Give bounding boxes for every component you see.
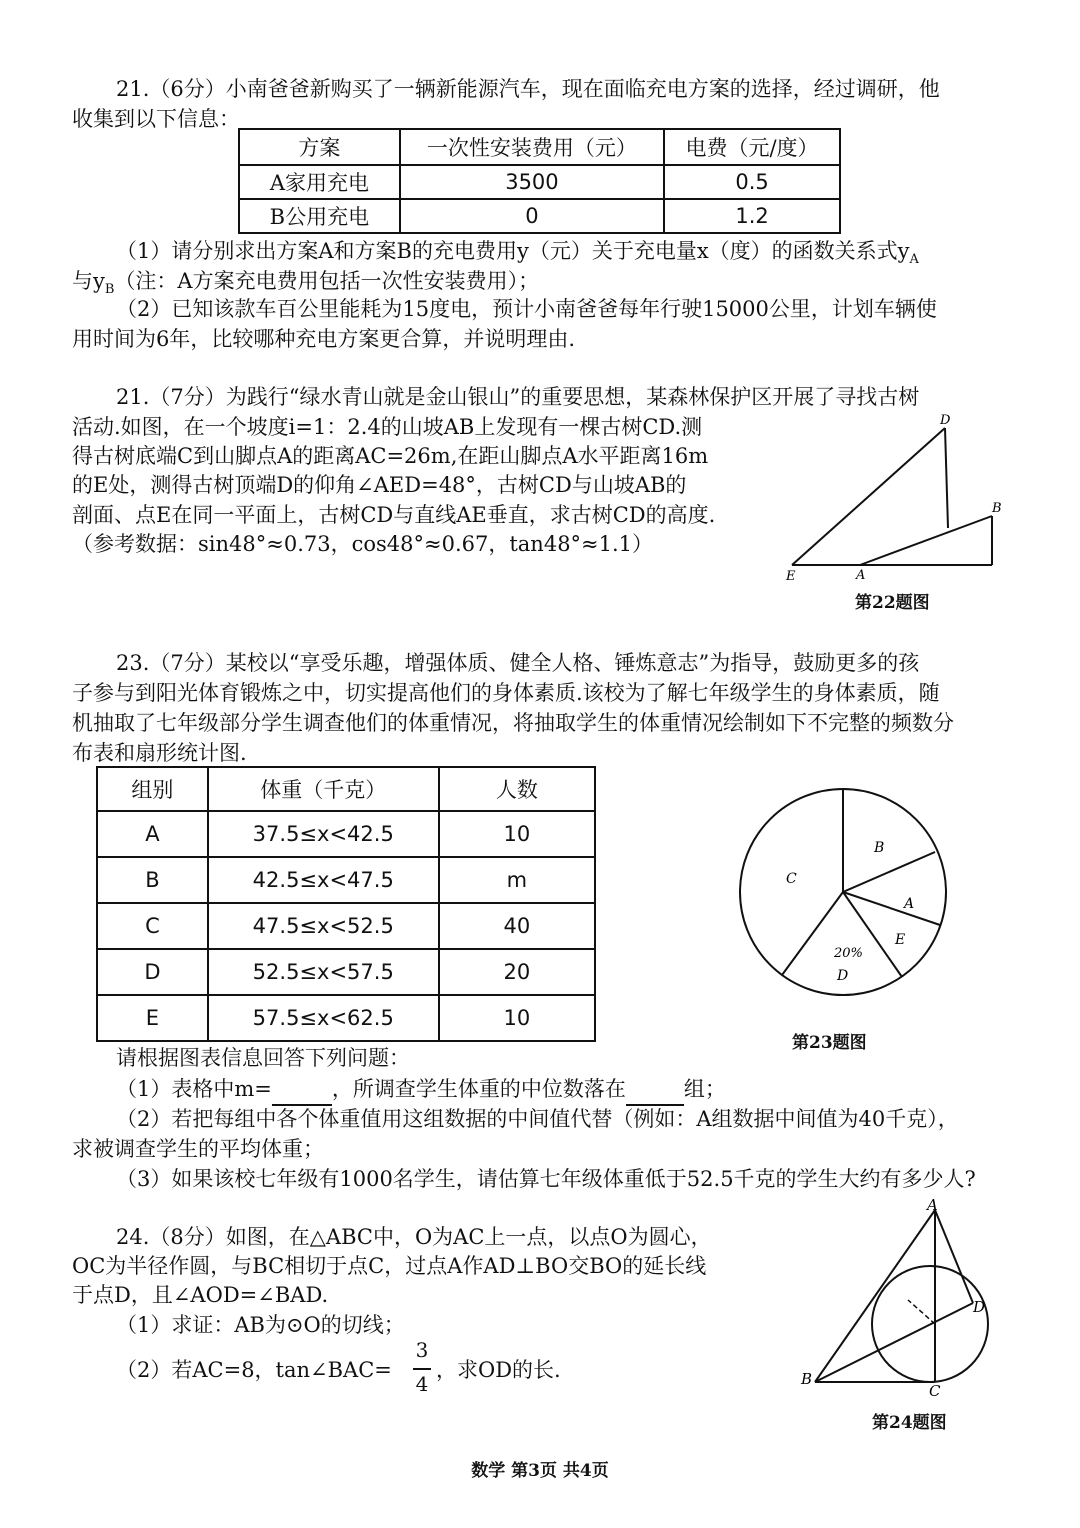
q24-sub1: （1）求证：AB为⊙O的切线；	[116, 1313, 405, 1337]
answer-blank-median	[626, 1074, 684, 1106]
pie-label-D: D	[837, 968, 849, 984]
pie-label-E: E	[895, 932, 906, 948]
table-cell: B公用充电	[239, 199, 400, 233]
tree-slope-figure	[780, 410, 1020, 580]
table-row	[239, 165, 840, 199]
q22-line4: 的E处，测得古树顶端D的仰角∠AED=48°，古树CD与山坡AB的	[72, 473, 687, 497]
label-B: B	[801, 1370, 813, 1388]
q24-line1: 24.（8分）如图，在△ABC中，O为AC上一点，以点O为圆心，	[116, 1225, 712, 1249]
q24-sub2-pre: （2）若AC=8，tan∠BAC=	[116, 1358, 392, 1382]
page-footer: 数学 第3页 共4页	[471, 1461, 609, 1481]
q21a-line2: 收集到以下信息：	[72, 107, 240, 131]
q23-line4: 布表和扇形统计图.	[72, 741, 247, 765]
table-cell: A	[97, 811, 208, 857]
table-cell: E	[97, 995, 208, 1041]
q23-sub1-post: 组；	[683, 1077, 726, 1101]
pie-divider-BA	[843, 852, 935, 892]
q23-sub2-line1: （2）若把每组中各个体重值用这组数据的中间值代替（例如：A组数据中间值为40千克），	[116, 1107, 959, 1131]
table-cell: 20	[439, 949, 595, 995]
q21a-sub2-line1: （2）已知该款车百公里能耗为15度电，预计小南爸爸每年行驶15000公里，计划车辆使	[116, 297, 937, 321]
q21a-sub1-post: （注：A方案充电费用包括一次性安装费用）；	[114, 269, 540, 293]
table-row	[97, 949, 595, 995]
fraction-bar	[413, 1368, 431, 1370]
pie-divider-ED	[843, 892, 902, 977]
q23-caption: 第23题图	[792, 1033, 867, 1053]
table-row	[239, 199, 840, 233]
line-AD	[935, 1210, 973, 1303]
table-cell: 37.5≤x<42.5	[208, 811, 439, 857]
table-row	[97, 811, 595, 857]
line-O-radius	[908, 1300, 935, 1324]
q24-line3: 于点D，且∠AOD=∠BAD.	[72, 1283, 329, 1307]
line-CD	[945, 428, 948, 528]
q21a-sub-b: B	[104, 282, 115, 298]
q23-line1: 23.（7分）某校以“享受乐趣，增强体质、健全人格、锤炼意志”为指导，鼓励更多的孩	[116, 651, 920, 675]
pie-divider-DC	[782, 892, 843, 975]
label-D: D	[940, 413, 951, 428]
q23-line3: 机抽取了七年级部分学生调查他们的体重情况，将抽取学生的体重情况绘制如下不完整的频数分	[72, 711, 954, 735]
q21a-sub-a: A	[909, 252, 919, 268]
table-cell: C	[97, 903, 208, 949]
answer-blank-m	[272, 1074, 332, 1106]
pie-label-D-pct: 20%	[834, 946, 863, 961]
label-C: C	[929, 1382, 941, 1398]
table-row	[97, 857, 595, 903]
table-cell: 40	[439, 903, 595, 949]
label-E: E	[786, 569, 796, 580]
line-ED	[792, 428, 945, 565]
label-B: B	[992, 501, 1002, 516]
table-cell: m	[439, 857, 595, 903]
q23-sub1	[116, 1074, 726, 1106]
table-row	[97, 903, 595, 949]
table-cell: 57.5≤x<62.5	[208, 995, 439, 1041]
label-A: A	[927, 1198, 938, 1214]
pie-label-B: B	[874, 840, 885, 856]
table-cell: 3500	[400, 165, 664, 199]
weight-header-group: 组别	[97, 767, 208, 811]
table-cell: 0.5	[664, 165, 840, 199]
q24-line2: OC为半径作圆，与BC相切于点C，过点A作AD⊥BO交BO的延长线	[72, 1254, 707, 1278]
label-D: D	[973, 1298, 986, 1316]
q21a-line1: 21.（6分）小南爸爸新购买了一辆新能源汽车，现在面临充电方案的选择，经过调研，他	[116, 77, 940, 101]
q23-line2: 子参与到阳光体育锻炼之中，切实提高他们的身体素质.该校为了解七年级学生的身体素质，随	[72, 681, 940, 705]
weight-table	[96, 766, 596, 1042]
table-cell: 10	[439, 811, 595, 857]
table-cell: 0	[400, 199, 664, 233]
q23-sub1-pre: （1）表格中m=	[116, 1077, 272, 1101]
line-AB	[860, 516, 992, 565]
table-cell: 47.5≤x<52.5	[208, 903, 439, 949]
q23-sub2-line2: 求被调查学生的平均体重；	[72, 1137, 324, 1161]
charging-header-install: 一次性安装费用（元）	[400, 129, 664, 165]
q22-caption: 第22题图	[855, 593, 930, 613]
q21a-sub2-line2: 用时间为6年，比较哪种充电方案更合算，并说明理由.	[72, 327, 576, 351]
pie-chart	[730, 782, 960, 1002]
q22-line2: 活动.如图，在一个坡度i=1：2.4的山坡AB上发现有一棵古树CD.测	[72, 415, 703, 439]
q22-line1: 21.（7分）为践行“绿水青山就是金山银山”的重要思想，某森林保护区开展了寻找古树	[116, 385, 920, 409]
q23-prompt: 请根据图表信息回答下列问题：	[116, 1046, 410, 1070]
pie-divider-AE	[843, 892, 940, 925]
table-cell: 10	[439, 995, 595, 1041]
table-cell: 42.5≤x<47.5	[208, 857, 439, 903]
q23-sub1-mid: ，所调查学生体重的中位数落在	[331, 1077, 626, 1101]
weight-header-range: 体重（千克）	[208, 767, 439, 811]
q22-line5: 剖面、点E在同一平面上，古树CD与直线AE垂直，求古树CD的高度.	[72, 503, 716, 527]
triangle-circle-figure	[795, 1198, 1005, 1398]
label-A: A	[856, 568, 866, 580]
charging-header-plan: 方案	[239, 129, 400, 165]
charging-header-price: 电费（元/度）	[664, 129, 840, 165]
table-cell: A家用充电	[239, 165, 400, 199]
line-AB	[815, 1210, 935, 1382]
q24-sub2-post: ，求OD的长.	[436, 1358, 561, 1382]
table-cell: B	[97, 857, 208, 903]
fraction-numerator: 3	[415, 1338, 429, 1362]
table-cell: D	[97, 949, 208, 995]
q22-line6: （参考数据：sin48°≈0.73，cos48°≈0.67，tan48°≈1.1）	[72, 532, 654, 556]
table-row	[97, 995, 595, 1041]
q21a-sub1-pre: 与y	[72, 269, 105, 293]
q21a-sub1-text: （1）请分别求出方案A和方案B的充电费用y（元）关于充电量x（度）的函数关系式y	[116, 239, 910, 263]
q23-sub3: （3）如果该校七年级有1000名学生，请估算七年级体重低于52.5千克的学生大约有多少人?	[116, 1167, 976, 1191]
table-cell: 52.5≤x<57.5	[208, 949, 439, 995]
fraction-denominator: 4	[415, 1372, 429, 1396]
q24-caption: 第24题图	[872, 1413, 947, 1433]
pie-label-A: A	[904, 896, 915, 912]
pie-label-C: C	[786, 871, 797, 887]
table-cell: 1.2	[664, 199, 840, 233]
q22-line3: 得古树底端C到山脚点A的距离AC=26m,在距山脚点A水平距离16m	[72, 444, 709, 468]
charging-table	[238, 128, 841, 234]
weight-header-count: 人数	[439, 767, 595, 811]
